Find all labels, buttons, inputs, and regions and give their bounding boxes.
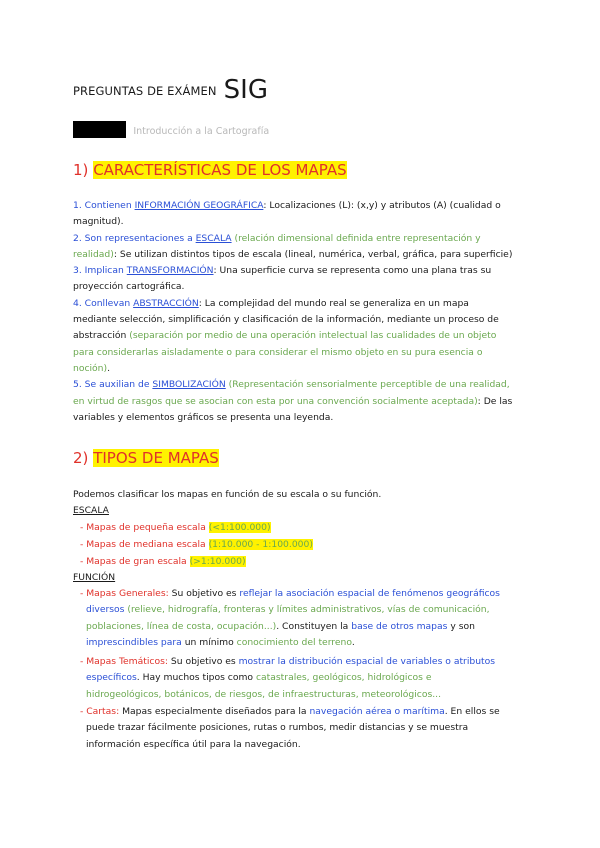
cartas-item: [80, 704, 506, 753]
item1-text: : Localizaciones (L): (x,y) y atributos (A) (cualidad o magnitud).: [73, 200, 501, 228]
list-item: [73, 296, 513, 377]
section1-heading: [73, 161, 347, 179]
item2-keyword: ESCALA: [195, 232, 232, 244]
generales-item: [80, 586, 506, 651]
cartas-text: . En ellos se puede trazar fácilmente posiciones, rutas o rumbos, medir distancias y se muestra información específica útil para la navegación.: [86, 706, 500, 750]
section2-heading: [73, 449, 219, 467]
list-item: [73, 263, 513, 296]
item4-prefix: 4. Conllevan: [73, 297, 134, 309]
title-small: PREGUNTAS DE EXÁMEN: [73, 84, 217, 98]
item4-end: .: [107, 362, 110, 374]
tematicos-item: [80, 654, 506, 703]
escala-item-label: - Mapas de pequeña escala: [80, 522, 209, 533]
item5-text: : De las variables y elementos gráficos se presenta una leyenda.: [73, 395, 513, 423]
generales-text: Su objetivo es: [168, 588, 240, 599]
generales-label: - Mapas Generales:: [80, 588, 169, 599]
generales-text: un mínimo: [181, 636, 237, 648]
list-item: [80, 537, 313, 553]
item5-prefix: 5. Se auxilian de: [73, 379, 153, 391]
tematicos-label: - Mapas Temáticos:: [80, 656, 168, 667]
section2-intro: Podemos clasificar los mapas en función de su escala o su función.: [73, 489, 382, 500]
item2-note: (relación dimensional definida entre representación y realidad): [73, 232, 481, 260]
section1-title: CARACTERÍSTICAS DE LOS MAPAS: [93, 161, 347, 179]
item4-text: : La complejidad del mundo real se generaliza en un mapa mediante selección, simplificación y clasificación de la información, mediante un proceso de abstracción: [73, 297, 499, 342]
tematicos-text: . Hay muchos tipos como: [136, 672, 256, 684]
item1-keyword: INFORMACIÓN GEOGRÁFICA: [134, 200, 264, 211]
tematicos-note: catastrales, geológicos, hidrológicos e hidrogeológicos, botánicos, de riesgos, de infraestructuras, meteorológicos...: [86, 672, 442, 700]
escala-item-range: (>1:10.000): [189, 556, 246, 567]
generales-note: (relieve, hidrografía, fronteras y límites administrativos, vías de comunicación, poblaciones, línea de costa, ocupación...): [86, 604, 490, 632]
generales-text: y son: [447, 620, 475, 632]
cartas-text: Mapas especialmente diseñados para la: [119, 706, 310, 717]
list-item: [73, 198, 513, 231]
tematicos-text: Su objetivo es: [167, 656, 239, 667]
section2-number: 2): [73, 449, 89, 467]
cartas-label: - Cartas:: [80, 706, 120, 717]
generales-text: .: [351, 636, 355, 648]
escala-label: ESCALA: [73, 505, 109, 516]
item1-prefix: 1. Contienen: [73, 200, 135, 211]
escala-item-range: (1:10.000 - 1:100.000): [208, 539, 313, 550]
item4-keyword: ABSTRACCIÓN: [133, 297, 199, 309]
cartas-highlight: navegación aérea o marítima: [309, 706, 445, 717]
list-item: [80, 520, 271, 536]
item3-text: : Una superficie curva se representa como una plana tras su proyección cartográfica.: [73, 265, 492, 293]
tema-line: [73, 119, 269, 138]
title-big: SIG: [223, 75, 268, 105]
section1-number: 1): [73, 161, 89, 179]
tema-badge: [73, 121, 126, 138]
list-item: [73, 231, 513, 264]
item2-prefix: 2. Son representaciones a: [73, 232, 196, 244]
list-item: [73, 377, 513, 426]
generales-highlight: reflejar la asociación espacial de fenómenos geográficos diversos: [86, 588, 500, 616]
generales-note: conocimiento del terreno: [236, 636, 352, 648]
tema-subtitle: Introducción a la Cartografía: [133, 126, 270, 137]
item5-keyword: SIMBOLIZACIÓN: [152, 379, 226, 391]
list-item: [80, 554, 246, 570]
item5-note: (Representación sensorialmente perceptible de una realidad, en virtud de rasgos que se asocian con esta por una convención socialmente aceptada): [73, 379, 510, 407]
item3-prefix: 3. Implican: [73, 265, 127, 277]
escala-item-label: - Mapas de gran escala: [80, 556, 190, 567]
item4-note: (separación por medio de una operación intelectual las cualidades de un objeto para considerarlas aisladamente o para considerar el mismo objeto en su pura esencia o noción): [73, 330, 497, 374]
item3-keyword: TRANSFORMACIÓN: [126, 265, 214, 277]
escala-item-label: - Mapas de mediana escala: [80, 539, 209, 550]
generales-text: . Constituyen la: [276, 620, 352, 632]
funcion-label: FUNCIÓN: [73, 572, 116, 583]
tema-badge-text: TEMA 1: [74, 122, 127, 137]
document-title: [73, 72, 268, 105]
section1-body: [73, 198, 513, 426]
tematicos-highlight: mostrar la distribución espacial de variables o atributos específicos: [86, 656, 496, 684]
escala-item-range: (<1:100.000): [208, 522, 271, 533]
section2-title: TIPOS DE MAPAS: [93, 449, 219, 467]
item2-text: : Se utilizan distintos tipos de escala (lineal, numérica, verbal, gráfica, para superficie): [113, 248, 513, 260]
generales-highlight: base de otros mapas: [351, 620, 448, 632]
generales-highlight: imprescindibles para: [86, 636, 182, 648]
